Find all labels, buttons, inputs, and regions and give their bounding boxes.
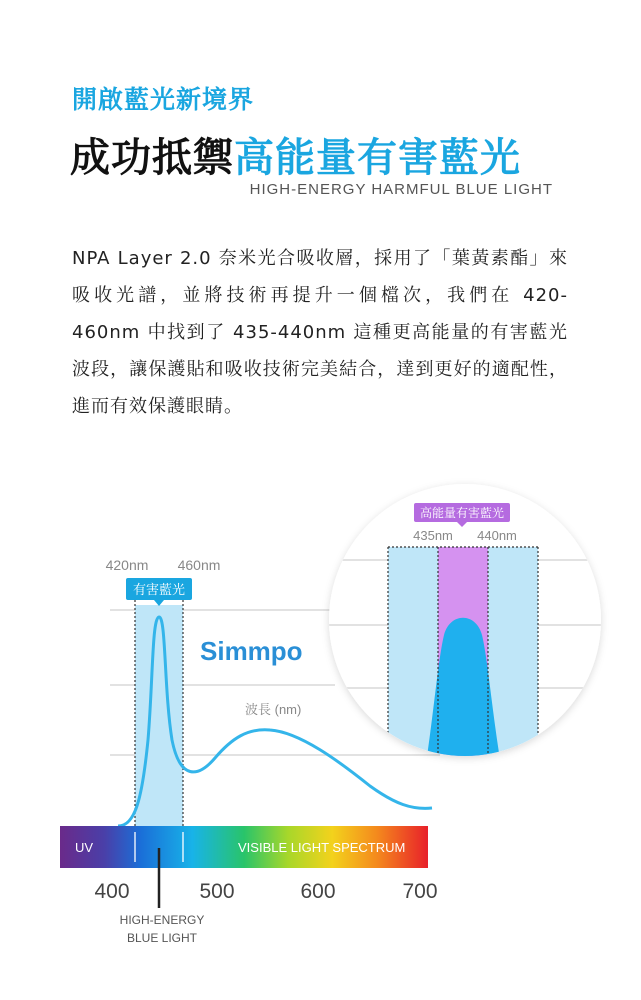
pointer-label-line2: BLUE LIGHT [126, 931, 198, 945]
zoom-circle [320, 484, 620, 777]
tick-700: 700 [402, 880, 438, 903]
band-badge-label: 有害藍光 [132, 582, 186, 597]
wavelength-label: 波長 (nm) [245, 702, 302, 717]
band-left-label: 420nm [105, 557, 149, 573]
zoom-right-label: 440nm [477, 528, 517, 543]
subtitle: HIGH-ENERGY HARMFUL BLUE LIGHT [249, 181, 553, 198]
band-badge [126, 578, 192, 606]
headline-blue: 高能量有害藍光 [234, 135, 521, 181]
spectrum-uv-label: UV [75, 840, 94, 855]
tagline: 開啟藍光新境界 [72, 85, 255, 114]
zoom-left-label: 435nm [413, 528, 453, 543]
tick-600: 600 [300, 880, 336, 903]
tick-500: 500 [199, 880, 235, 903]
pointer-label-line1: HIGH-ENERGY [119, 913, 205, 927]
headline-dark: 成功抵禦 [70, 135, 234, 181]
description-paragraph: NPA Layer 2.0 奈米光合吸收層，採用了「葉黃素酯」來吸收光譜，並將技術再提升一個檔次，我們在 420-460nm 中找到了 435-440nm 這種更高能量的有害藍光波段，讓保護貼和吸收技術完美結合，達到更好的適配性，進而有效保護眼睛。 [72, 248, 568, 417]
tick-400: 400 [94, 880, 130, 903]
spectrum-visible-label: VISIBLE LIGHT SPECTRUM [238, 840, 406, 855]
band-right-label: 460nm [177, 557, 221, 573]
harmful-band [135, 605, 183, 827]
brand-logo: Simmpo [200, 636, 303, 666]
zoom-badge-label: 高能量有害藍光 [419, 506, 505, 520]
